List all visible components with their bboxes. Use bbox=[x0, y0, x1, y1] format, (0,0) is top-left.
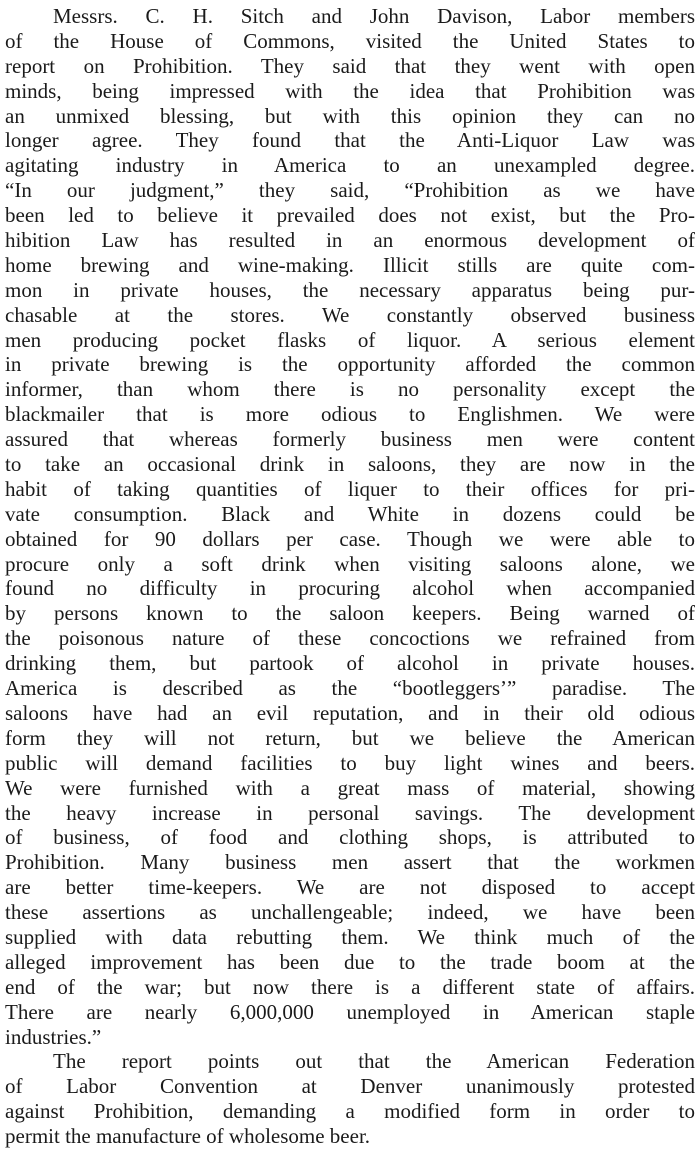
text-line: home brewing and wine-making. Illicit stills are quite com- bbox=[5, 252, 695, 277]
text-line: industries.” bbox=[5, 1024, 102, 1049]
text-line: chasable at the stores. We constantly observed business bbox=[5, 302, 695, 327]
text-line: longer agree. They found that the Anti-Liquor Law was bbox=[5, 128, 695, 153]
text-line: obtained for 90 dollars per case. Though we were able to bbox=[5, 526, 695, 551]
text-line: an unmixed blessing, but with this opinion they can no bbox=[5, 103, 695, 128]
text-line: saloons have had an evil reputation, and in their old odious bbox=[5, 700, 695, 725]
text-line: procure only a soft drink when visiting saloons alone, we bbox=[5, 551, 695, 576]
text-line: informer, than whom there is no personality except the bbox=[5, 377, 695, 402]
text-line: There are nearly 6,000,000 unemployed in American staple bbox=[5, 999, 695, 1024]
text-line: mon in private houses, the necessary apparatus being pur- bbox=[5, 277, 695, 302]
text-line: hibition Law has resulted in an enormous development of bbox=[5, 228, 695, 253]
text-line: are better time-keepers. We are not disposed to accept bbox=[5, 875, 695, 900]
text-line: Prohibition. Many business men assert that the workmen bbox=[5, 850, 695, 875]
text-line: against Prohibition, demanding a modified form in order to bbox=[5, 1099, 695, 1124]
text-line: The report points out that the American Federation bbox=[53, 1049, 695, 1074]
text-line: America is described as the “bootleggers’” paradise. The bbox=[5, 676, 695, 701]
text-line: of Labor Convention at Denver unanimously protested bbox=[5, 1074, 695, 1099]
text-line: habit of taking quantities of liquer to their offices for pri- bbox=[5, 476, 695, 501]
text-line: vate consumption. Black and White in dozens could be bbox=[5, 501, 695, 526]
paragraph-1 bbox=[5, 4, 695, 1049]
text-line: the poisonous nature of these concoctions we refrained from bbox=[5, 626, 695, 651]
text-line: public will demand facilities to buy light wines and beers. bbox=[5, 750, 695, 775]
text-line: of the House of Commons, visited the United States to bbox=[5, 28, 695, 53]
text-line: Messrs. C. H. Sitch and John Davison, Labor members bbox=[53, 4, 695, 28]
text-line: to take an occasional drink in saloons, they are now in the bbox=[5, 452, 695, 477]
text-line: the heavy increase in personal savings. The development bbox=[5, 800, 695, 825]
text-line: agitating industry in America to an unexampled degree. bbox=[5, 153, 695, 178]
text-line: supplied with data rebutting them. We think much of the bbox=[5, 924, 695, 949]
text-line: report on Prohibition. They said that they went with open bbox=[5, 53, 695, 78]
text-line: minds, being impressed with the idea that Prohibition was bbox=[5, 78, 695, 103]
text-line: drinking them, but partook of alcohol in private houses. bbox=[5, 651, 695, 676]
text-line: We were furnished with a great mass of material, showing bbox=[5, 775, 695, 800]
text-line: these assertions as unchallengeable; indeed, we have been bbox=[5, 900, 695, 925]
text-line: of business, of food and clothing shops, is attributed to bbox=[5, 825, 695, 850]
text-line: men producing pocket flasks of liquor. A serious element bbox=[5, 327, 695, 352]
text-line: been led to believe it prevailed does not exist, but the Pro- bbox=[5, 203, 695, 228]
text-line: permit the manufacture of wholesome beer. bbox=[5, 1124, 371, 1149]
paragraph-2 bbox=[5, 1049, 695, 1149]
text-line: “In our judgment,” they said, “Prohibition as we have bbox=[5, 178, 695, 203]
article-column bbox=[5, 4, 695, 1149]
text-line: form they will not return, but we believe the American bbox=[5, 725, 695, 750]
text-line: assured that whereas formerly business men were content bbox=[5, 427, 695, 452]
text-line: blackmailer that is more odious to Englishmen. We were bbox=[5, 402, 695, 427]
text-line: found no difficulty in procuring alcohol when accompanied bbox=[5, 576, 695, 601]
text-line: end of the war; but now there is a different state of affairs. bbox=[5, 974, 695, 999]
text-line: in private brewing is the opportunity afforded the common bbox=[5, 352, 695, 377]
text-line: alleged improvement has been due to the trade boom at the bbox=[5, 949, 695, 974]
text-line: by persons known to the saloon keepers. Being warned of bbox=[5, 601, 695, 626]
